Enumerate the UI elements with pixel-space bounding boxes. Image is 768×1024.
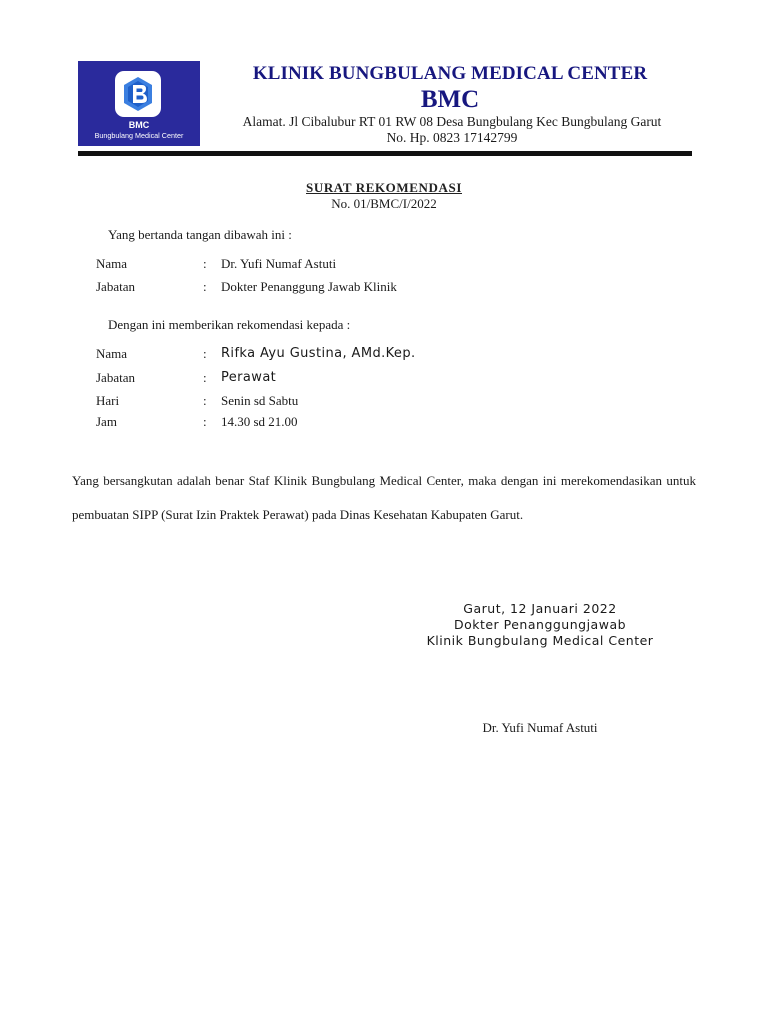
field-label: Jabatan: [96, 370, 135, 385]
field-colon: :: [203, 414, 207, 429]
letter-body: Yang bersangkutan adalah benar Staf Klinik Bungbulang Medical Center, maka dengan ini merekomendasikan untuk pembuatan SIPP (Surat Izin Praktek Perawat) pada Dinas Kesehatan Kabupaten Garut.: [72, 473, 696, 522]
signer-position: Dokter Penanggungjawab: [453, 617, 627, 632]
clinic-abbreviation: BMC: [420, 86, 480, 113]
letterhead-divider: [78, 151, 692, 156]
field-value: Rifka Ayu Gustina, AMd.Kep.: [221, 346, 416, 361]
field-value: 14.30 sd 21.00: [221, 414, 298, 429]
signatory-name-row: [0, 256, 768, 274]
logo-abbreviation: BMC: [128, 120, 150, 130]
recipient-hours-row: [0, 414, 768, 432]
field-colon: :: [203, 346, 207, 361]
field-label: Nama: [96, 256, 128, 271]
field-value: Perawat: [221, 370, 277, 385]
recommendation-intro-text: Dengan ini memberikan rekomendasi kepada :: [108, 317, 351, 332]
field-label: Nama: [96, 346, 128, 361]
signer-name: Dr. Yufi Numaf Astuti: [482, 720, 598, 735]
clinic-name: KLINIK BUNGBULANG MEDICAL CENTER: [252, 63, 648, 84]
signatory-position-row: [0, 279, 768, 297]
letter-title: SURAT REKOMENDASI: [306, 180, 462, 195]
field-label: Jam: [96, 414, 117, 429]
field-label: Hari: [96, 393, 120, 408]
logo-full-name: Bungbulang Medical Center: [94, 131, 184, 140]
field-value: Senin sd Sabtu: [221, 393, 299, 408]
recipient-position-row: [0, 370, 768, 388]
field-colon: :: [203, 393, 207, 408]
recipient-name-row: [0, 346, 768, 364]
field-value: Dokter Penanggung Jawab Klinik: [221, 279, 397, 294]
letter-number: No. 01/BMC/I/2022: [331, 196, 437, 211]
field-colon: :: [203, 370, 207, 385]
field-colon: :: [203, 256, 207, 271]
field-label: Jabatan: [96, 279, 135, 294]
clinic-logo: [78, 61, 200, 146]
clinic-logo-icon: [114, 70, 162, 118]
clinic-address: Alamat. Jl Cibalubur RT 01 RW 08 Desa Bungbulang Kec Bungbulang Garut: [242, 114, 662, 129]
intro-text: Yang bertanda tangan dibawah ini :: [108, 227, 292, 242]
place-date: Garut, 12 Januari 2022: [463, 601, 617, 616]
clinic-phone: No. Hp. 0823 17142799: [386, 130, 518, 145]
field-value: Dr. Yufi Numaf Astuti: [221, 256, 337, 271]
recipient-days-row: [0, 393, 768, 411]
signer-institution: Klinik Bungbulang Medical Center: [426, 633, 654, 648]
field-colon: :: [203, 279, 207, 294]
